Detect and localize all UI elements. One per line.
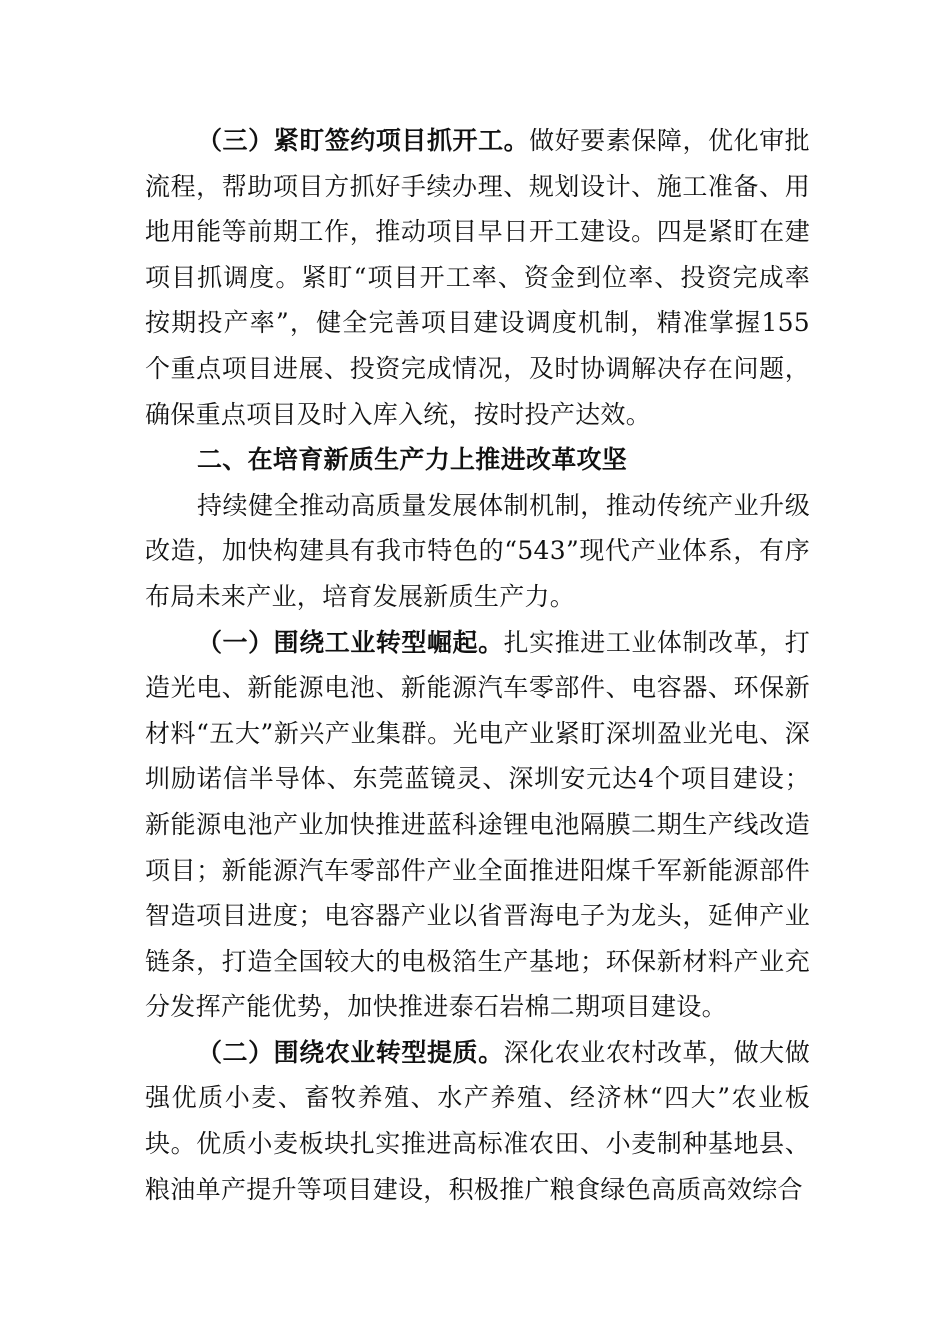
paragraph-text: 做好要素保障，优化审批流程，帮助项目方抓好手续办理、规划设计、施工准备、用地用能等前期工作，推动项目早日开工建设。四是紧盯在建项目抓调度。紧盯“项目开工率、资金到位率、投资完成率按期投产率”，健全完善项目建设调度机制，精准掌握155个重点项目进展、投资完成情况，及时协调解决存在问题，确保重点项目及时入库入统，按时投产达效。 <box>145 126 810 429</box>
paragraph-intro <box>145 483 810 620</box>
paragraph-lead: （二）围绕农业转型提质。 <box>197 1037 504 1067</box>
section-heading: 二、在培育新质生产力上推进改革攻坚 <box>197 445 628 475</box>
paragraph-text: 扎实推进工业体制改革，打造光电、新能源电池、新能源汽车零部件、电容器、环保新材料“五大”新兴产业集群。光电产业紧盯深圳盈业光电、深圳励诺信半导体、东莞蓝镜灵、深圳安元达4个项目建设；新能源电池产业加快推进蓝科途锂电池隔膜二期生产线改造项目；新能源汽车零部件产业全面推进阳煤千军新能源部件智造项目进度；电容器产业以省晋海电子为龙头，延伸产业链条，打造全国较大的电极箔生产基地；环保新材料产业充分发挥产能优势，加快推进泰石岩棉二期项目建设。 <box>145 627 810 1022</box>
paragraph-text: 深化农业农村改革，做大做强优质小麦、畜牧养殖、水产养殖、经济林“四大”农业板块。优质小麦板块扎实推进高标准农田、小麦制种基地县、粮油单产提升等项目建设，积极推广粮食绿色高质高效综合 <box>145 1037 810 1204</box>
paragraph-text: 持续健全推动高质量发展体制机制，推动传统产业升级改造，加快构建具有我市特色的“543”现代产业体系，有序布局未来产业，培育发展新质生产力。 <box>145 490 810 611</box>
paragraph-lead: （三）紧盯签约项目抓开工。 <box>197 126 530 155</box>
paragraph-signed-projects <box>145 118 810 437</box>
paragraph-agriculture <box>145 1030 810 1212</box>
document-page <box>145 118 810 1212</box>
paragraph-lead: （一）围绕工业转型崛起。 <box>197 627 504 657</box>
paragraph-industry <box>145 620 810 1030</box>
